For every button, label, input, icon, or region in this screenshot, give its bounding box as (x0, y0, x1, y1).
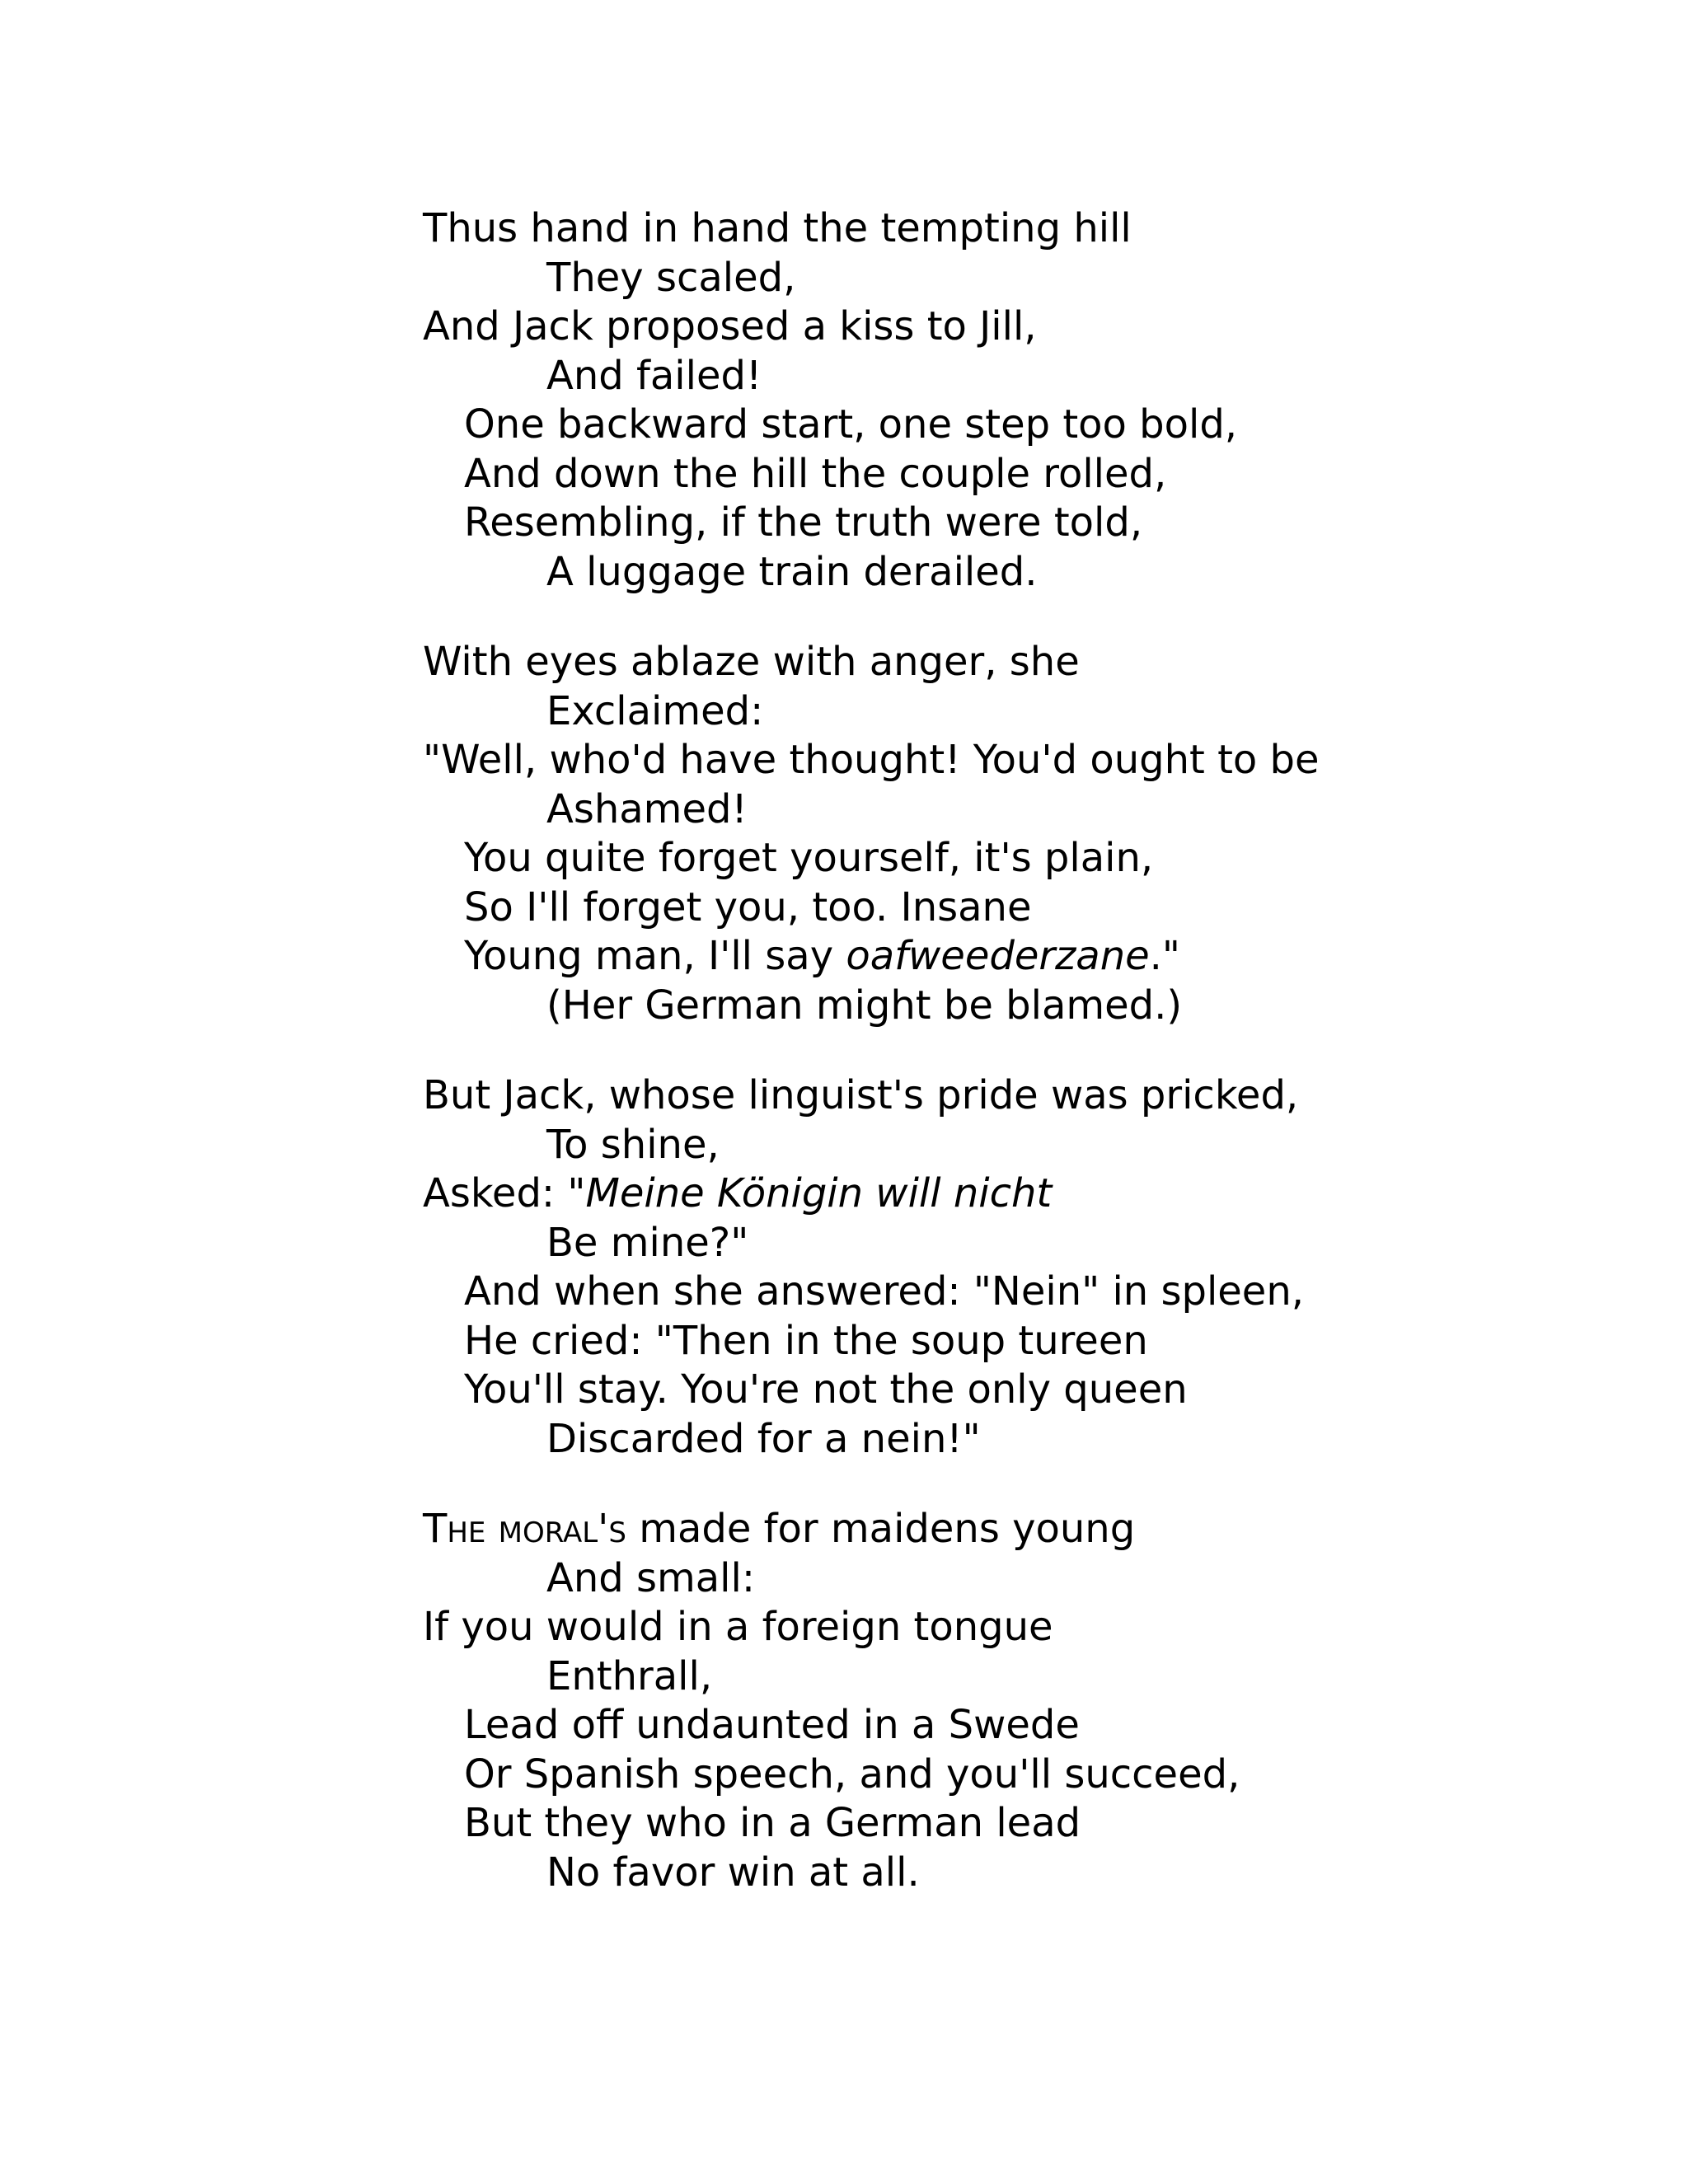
poem-line: They scaled, (546, 254, 796, 301)
italic-phrase: Meine Königin will nicht (585, 1170, 1053, 1216)
poem-line: And when she answered: "Nein" in spleen, (464, 1268, 1305, 1315)
italic-word: oafweederzane (846, 933, 1150, 979)
poem-line-text: Young man, I'll say (464, 933, 846, 979)
poem-line-text: made for maidens young (626, 1506, 1136, 1552)
poem-line: But they who in a German lead (464, 1800, 1081, 1846)
poem-line (423, 1169, 1659, 1219)
stanza-2 (423, 638, 1659, 1030)
poem-line: A luggage train derailed. (546, 548, 1038, 595)
poem-line: And down the hill the couple rolled, (464, 450, 1167, 497)
stanza-4 (423, 1505, 1659, 1897)
poem-line: Ashamed! (546, 785, 748, 832)
poem-line: If you would in a foreign tongue (423, 1604, 1053, 1650)
poem-line: But Jack, whose linguist's pride was pricked, (423, 1072, 1299, 1118)
poem-line: Be mine?" (546, 1219, 749, 1266)
poem-line: And Jack proposed a kiss to Jill, (423, 303, 1037, 349)
poem-line-text: Asked: " (423, 1170, 586, 1216)
poem-line: To shine, (546, 1121, 720, 1168)
poem-line: Exclaimed: (546, 687, 764, 734)
poem-line: You quite forget yourself, it's plain, (464, 835, 1154, 881)
poem-line: Resembling, if the truth were told, (464, 499, 1143, 546)
poem-line: And small: (546, 1554, 756, 1601)
poem-line: One backward start, one step too bold, (464, 401, 1238, 448)
stanza-1 (423, 204, 1659, 597)
small-caps-phrase: The moral's (423, 1506, 626, 1552)
poem-line: "Well, who'd have thought! You'd ought to be (423, 737, 1320, 783)
poem-line: Or Spanish speech, and you'll succeed, (464, 1750, 1240, 1797)
poem-line: Thus hand in hand the tempting hill (423, 205, 1132, 251)
poem-line: Discarded for a nein!" (546, 1415, 981, 1462)
poem-line: You'll stay. You're not the only queen (464, 1366, 1188, 1413)
poem-line: Enthrall, (546, 1652, 713, 1699)
stanza-3 (423, 1071, 1659, 1464)
poem (423, 204, 1659, 1938)
poem-line: And failed! (546, 352, 762, 399)
poem-line: He cried: "Then in the soup tureen (464, 1317, 1148, 1364)
poem-line: (Her German might be blamed.) (546, 982, 1183, 1029)
poem-line: Lead off undaunted in a Swede (464, 1702, 1080, 1748)
poem-line: With eyes ablaze with anger, she (423, 639, 1080, 685)
poem-line: So I'll forget you, too. Insane (464, 883, 1032, 930)
poem-line-text: ." (1149, 933, 1180, 979)
poem-line: No favor win at all. (546, 1849, 920, 1896)
poem-line (423, 1505, 1659, 1554)
poem-line (423, 932, 1659, 982)
